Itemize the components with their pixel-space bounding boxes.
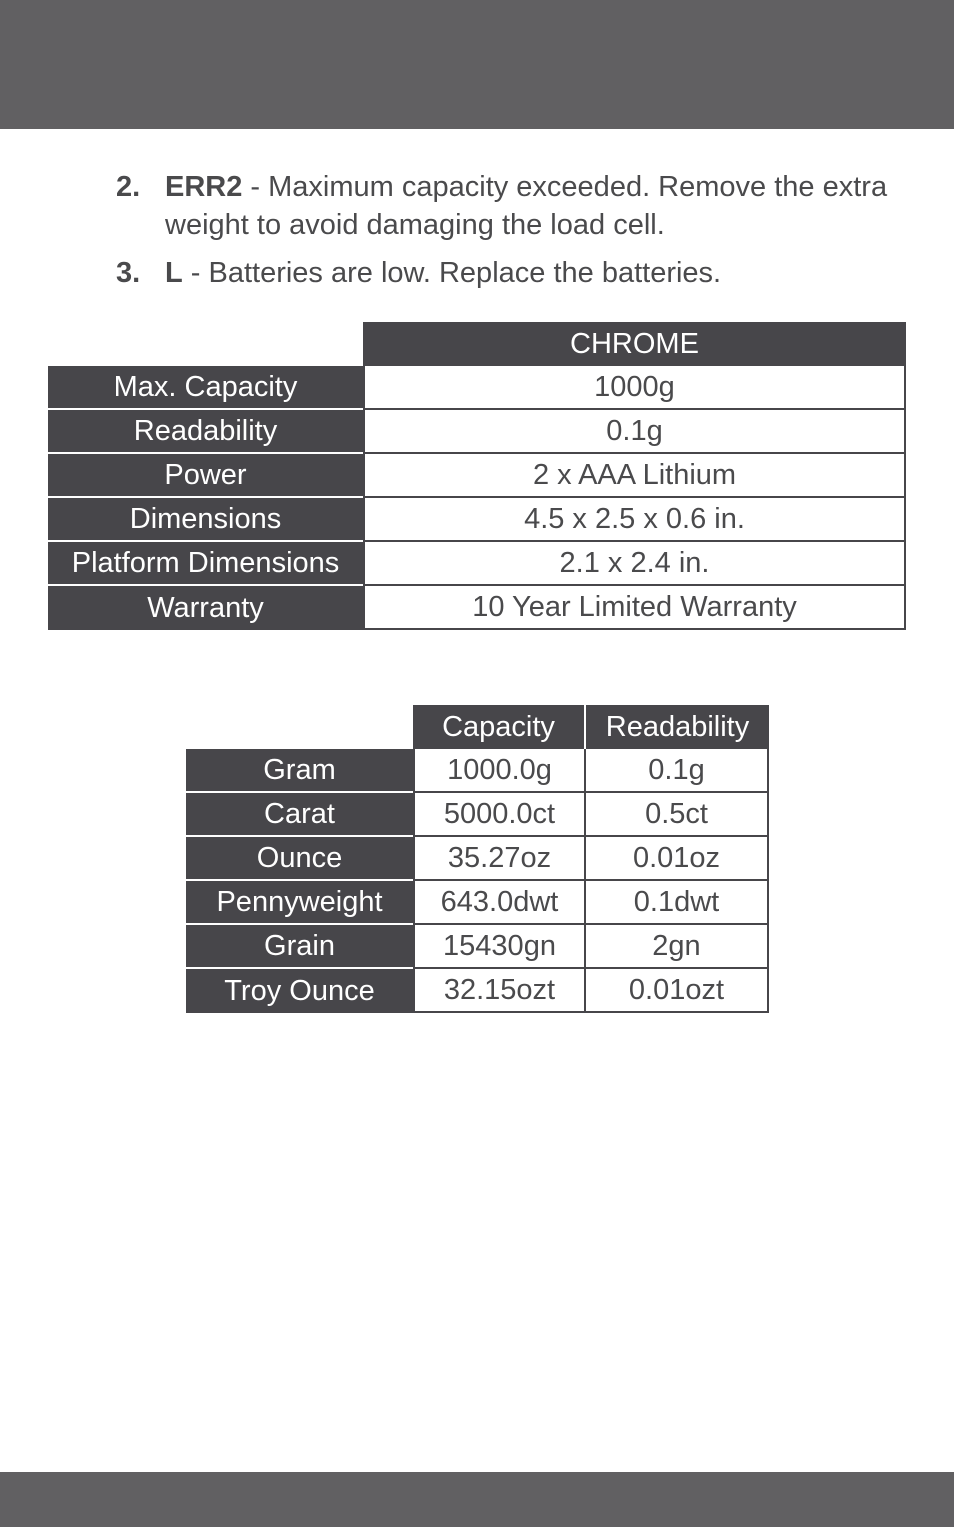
table-row [186,837,769,881]
list-item [116,168,906,244]
row-value: 4.5 x 2.5 x 0.6 in. [363,498,906,542]
readability-value: 0.01oz [584,837,769,881]
row-value: 2 x AAA Lithium [363,454,906,498]
table-row [48,542,906,586]
table-row [186,969,769,1013]
list-item [116,254,906,292]
capacity-value: 32.15ozt [413,969,584,1013]
readability-value: 0.5ct [584,793,769,837]
row-label: Power [48,454,363,498]
unit-label: Grain [186,925,413,969]
empty-corner-cell [186,705,413,749]
empty-corner-cell [48,322,363,366]
row-label: Readability [48,410,363,454]
specifications-table [48,322,906,630]
capacity-value: 1000.0g [413,749,584,793]
unit-label: Carat [186,793,413,837]
error-code-list [116,168,906,302]
readability-value: 0.01ozt [584,969,769,1013]
unit-label: Ounce [186,837,413,881]
readability-value: 0.1dwt [584,881,769,925]
error-description: - Maximum capacity exceeded. Remove the extra weight to avoid damaging the load cell. [165,171,888,241]
weighing-units-table [186,705,769,1013]
table-row [186,749,769,793]
row-label: Platform Dimensions [48,542,363,586]
table-header-row [48,322,906,366]
capacity-value: 15430gn [413,925,584,969]
table-row [48,586,906,630]
unit-label: Troy Ounce [186,969,413,1013]
capacity-value: 643.0dwt [413,881,584,925]
readability-value: 0.1g [584,749,769,793]
capacity-value: 35.27oz [413,837,584,881]
row-label: Warranty [48,586,363,630]
list-number: 3. [116,257,141,289]
unit-label: Pennyweight [186,881,413,925]
table-row [48,366,906,410]
error-code: L [165,257,183,289]
table-row [48,410,906,454]
table-row [186,793,769,837]
column-header-readability: Readability [584,705,769,749]
table-row [186,881,769,925]
table-row [186,925,769,969]
unit-label: Gram [186,749,413,793]
capacity-value: 5000.0ct [413,793,584,837]
row-label: Max. Capacity [48,366,363,410]
top-band [0,0,954,129]
list-number: 2. [116,171,141,203]
error-description: - Batteries are low. Replace the batteries. [182,257,722,289]
table-row [48,454,906,498]
column-header-capacity: Capacity [413,705,584,749]
row-value: 1000g [363,366,906,410]
table-header-row [186,705,769,749]
row-value: 10 Year Limited Warranty [363,586,906,630]
bottom-band [0,1472,954,1527]
readability-value: 2gn [584,925,769,969]
row-label: Dimensions [48,498,363,542]
row-value: 0.1g [363,410,906,454]
table-row [48,498,906,542]
row-value: 2.1 x 2.4 in. [363,542,906,586]
column-header-chrome: CHROME [363,322,906,366]
error-code: ERR2 [165,171,243,203]
